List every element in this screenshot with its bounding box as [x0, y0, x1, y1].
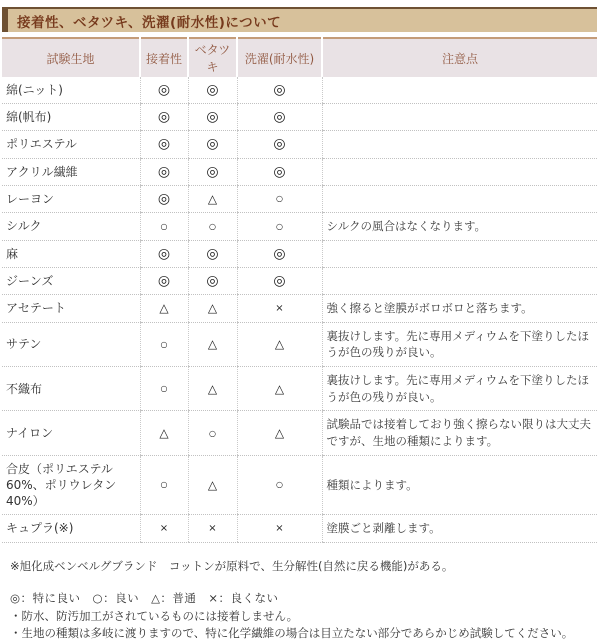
- adhesion-rating: ○: [140, 212, 188, 240]
- rating-legend: ◎：特に良い ○：良い △：普通 ×：良くない: [10, 590, 279, 605]
- table-row: [2, 104, 597, 131]
- fabric-name: 合皮（ポリエステル60%、ポリウレタン40%）: [2, 455, 140, 515]
- stickiness-rating: ◎: [188, 158, 237, 185]
- caution-note: 裏抜けします。先に専用メディウムを下塗りしたほうが色の残りが良い。: [322, 322, 597, 366]
- section-title-bar: [2, 7, 597, 32]
- stickiness-rating: ◎: [188, 131, 237, 158]
- stickiness-rating: △: [188, 294, 237, 322]
- caution-note: [322, 158, 597, 185]
- table-row: [2, 212, 597, 240]
- stickiness-rating: △: [188, 185, 237, 212]
- stickiness-rating: △: [188, 367, 237, 411]
- caution-note: 強く擦ると塗膜がボロボロと落ちます。: [322, 294, 597, 322]
- washing-rating: △: [237, 322, 322, 366]
- adhesion-rating: ○: [140, 322, 188, 366]
- table-row: [2, 185, 597, 212]
- fabric-name: ジーンズ: [2, 267, 140, 294]
- washing-rating: △: [237, 367, 322, 411]
- fabric-name: ナイロン: [2, 411, 140, 455]
- adhesion-rating: ◎: [140, 240, 188, 267]
- caution-note: [322, 104, 597, 131]
- adhesion-rating: ◎: [140, 267, 188, 294]
- page-title: 接着性、ベタツキ、洗濯(耐水性)について: [17, 14, 282, 31]
- fabric-name: アセテート: [2, 294, 140, 322]
- caution-note: 試験品では接着しており強く擦らない限りは大丈夫ですが、生地の種類によります。: [322, 411, 597, 455]
- washing-rating: ◎: [237, 104, 322, 131]
- adhesion-rating: ◎: [140, 131, 188, 158]
- table-row: [2, 455, 597, 515]
- fabric-name: ポリエステル: [2, 131, 140, 158]
- table-row: [2, 267, 597, 294]
- fabric-name: 綿(ニット): [2, 77, 140, 104]
- caution-note: 裏抜けします。先に専用メディウムを下塗りしたほうが色の残りが良い。: [322, 367, 597, 411]
- col-header-fabric: 試験生地: [2, 38, 140, 77]
- stickiness-rating: ×: [188, 515, 237, 543]
- caution-note: 種類によります。: [322, 455, 597, 515]
- caution-note: [322, 185, 597, 212]
- washing-rating: ◎: [237, 131, 322, 158]
- col-header-stickiness: ベタツキ: [188, 38, 237, 77]
- fabric-name: 不織布: [2, 367, 140, 411]
- washing-rating: ○: [237, 185, 322, 212]
- fabric-name: アクリル繊維: [2, 158, 140, 185]
- table-row: [2, 240, 597, 267]
- fabric-name: キュプラ(※): [2, 515, 140, 543]
- fabric-name: レーヨン: [2, 185, 140, 212]
- caution-note: [322, 77, 597, 104]
- footnote-bemberg: ※旭化成ベンベルグブランド コットンが原料で、生分解性(自然に戻る機能)がある。: [10, 558, 454, 573]
- adhesion-rating: △: [140, 294, 188, 322]
- adhesion-rating: ×: [140, 515, 188, 543]
- table-row: [2, 294, 597, 322]
- washing-rating: ◎: [237, 240, 322, 267]
- stickiness-rating: ◎: [188, 240, 237, 267]
- col-header-adhesion: 接着性: [140, 38, 188, 77]
- stickiness-rating: △: [188, 455, 237, 515]
- adhesion-rating: △: [140, 411, 188, 455]
- table-row: [2, 77, 597, 104]
- washing-rating: ◎: [237, 267, 322, 294]
- stickiness-rating: △: [188, 322, 237, 366]
- washing-rating: ×: [237, 294, 322, 322]
- washing-rating: ×: [237, 515, 322, 543]
- table-row: [2, 411, 597, 455]
- col-header-washing: 洗濯(耐水性): [237, 38, 322, 77]
- caution-note: [322, 131, 597, 158]
- table-row: [2, 158, 597, 185]
- caution-note: [322, 267, 597, 294]
- col-header-caution: 注意点: [322, 38, 597, 77]
- table-row: [2, 131, 597, 158]
- washing-rating: ○: [237, 455, 322, 515]
- stickiness-rating: ◎: [188, 77, 237, 104]
- adhesion-rating: ◎: [140, 185, 188, 212]
- fabric-name: シルク: [2, 212, 140, 240]
- stickiness-rating: ◎: [188, 104, 237, 131]
- caution-note: 塗膜ごと剥離します。: [322, 515, 597, 543]
- caution-note: シルクの風合はなくなります。: [322, 212, 597, 240]
- adhesion-rating: ○: [140, 455, 188, 515]
- washing-rating: ◎: [237, 158, 322, 185]
- adhesion-rating: ◎: [140, 77, 188, 104]
- footnotes: [2, 558, 597, 643]
- footnote-test-first: ・生地の種類は多岐に渡りますので、特に化学繊維の場合は目立たない部分であらかじめ試験してください。: [10, 626, 574, 641]
- washing-rating: ○: [237, 212, 322, 240]
- footnote-waterproof: ・防水、防汚加工がされているものには接着しません。: [10, 608, 299, 623]
- caution-note: [322, 240, 597, 267]
- table-header-row: [2, 38, 597, 77]
- adhesion-rating: ○: [140, 367, 188, 411]
- fabric-name: 綿(帆布): [2, 104, 140, 131]
- fabric-properties-table: [2, 37, 597, 543]
- washing-rating: △: [237, 411, 322, 455]
- stickiness-rating: ○: [188, 212, 237, 240]
- table-row: [2, 322, 597, 366]
- stickiness-rating: ○: [188, 411, 237, 455]
- adhesion-rating: ◎: [140, 104, 188, 131]
- stickiness-rating: ◎: [188, 267, 237, 294]
- adhesion-rating: ◎: [140, 158, 188, 185]
- fabric-name: 麻: [2, 240, 140, 267]
- washing-rating: ◎: [237, 77, 322, 104]
- fabric-name: サテン: [2, 322, 140, 366]
- table-row: [2, 367, 597, 411]
- table-row: [2, 515, 597, 543]
